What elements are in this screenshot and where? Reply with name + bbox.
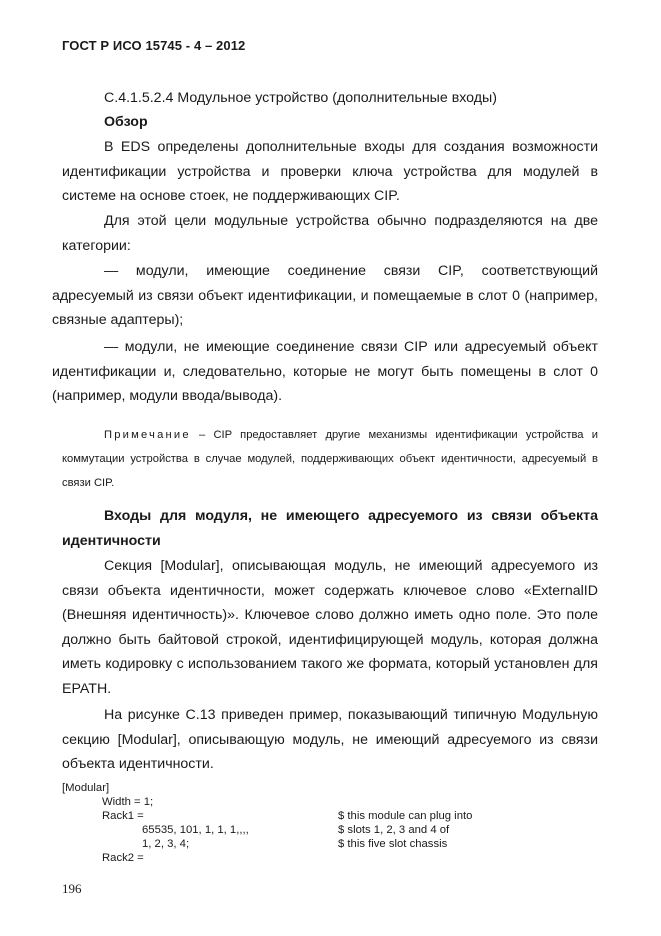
paragraph-1: В EDS определены дополнительные входы для создания возможности идентификации устройства и проверки ключа устройства для модулей в системе на основе стоек, не поддерживающих CIP.	[62, 139, 598, 205]
section-number-title: С.4.1.5.2.4 Модульное устройство (дополнительные входы)	[104, 90, 497, 106]
list-item-2: — модули, не имеющие соединение связи CIP или адресуемый объект идентификации и, следовательно, которые не могут быть помещены в слот 0 (например, модули ввода/вывода).	[52, 339, 598, 405]
code-line-1: Width = 1;	[102, 796, 154, 808]
code-comment-4: $ this five slot chassis	[338, 838, 448, 850]
code-line-0: [Modular]	[62, 782, 110, 794]
paragraph-3: Секция [Modular], описывающая модуль, не имеющий адресуемого из связи объекта идентичности, может содержать ключевое слово «ExternalID (Внешняя идентичность)». Ключевое слово должно иметь одно поле. Это поле должно быть байтовой строкой, идентифицирующей модуль, которая должна иметь кодировку с использованием такого же формата, который установлен для EPATH.	[62, 558, 598, 697]
code-comment-3: $ slots 1, 2, 3 and 4 of	[338, 824, 450, 836]
note	[62, 423, 598, 495]
note-text: – CIP предоставляет другие механизмы идентификации устройства и коммутации устройства в случае модулей, поддерживающих объект идентичности, адресуемый в связи CIP.	[62, 429, 598, 489]
paragraph-4: На рисунке С.13 приведен пример, показывающий типичную Модульную секцию [Modular], описывающую модуль, не имеющий адресуемого из связи объекта идентичности.	[62, 707, 598, 773]
code-comment-2: $ this module can plug into	[338, 810, 473, 822]
list-item-1: — модули, имеющие соединение связи CIP, соответствующий адресуемый из связи объект идентификации, и помещаемые в слот 0 (например, связные адаптеры);	[52, 263, 598, 329]
page-number: 196	[62, 881, 82, 896]
overview-heading: Обзор	[104, 114, 148, 130]
inputs-heading: Входы для модуля, не имеющего адресуемого из связи объекта идентичности	[62, 508, 598, 549]
paragraph-2: Для этой цели модульные устройства обычно подразделяются на две категории:	[62, 213, 598, 254]
note-label: Примечание	[104, 429, 191, 441]
code-line-4: 1, 2, 3, 4;	[142, 838, 190, 850]
code-line-2: Rack1 =	[102, 810, 144, 822]
code-line-5: Rack2 =	[102, 852, 144, 864]
code-line-3: 65535, 101, 1, 1, 1,,,,	[142, 824, 249, 836]
document-header: ГОСТ Р ИСО 15745 - 4 – 2012	[62, 38, 246, 53]
